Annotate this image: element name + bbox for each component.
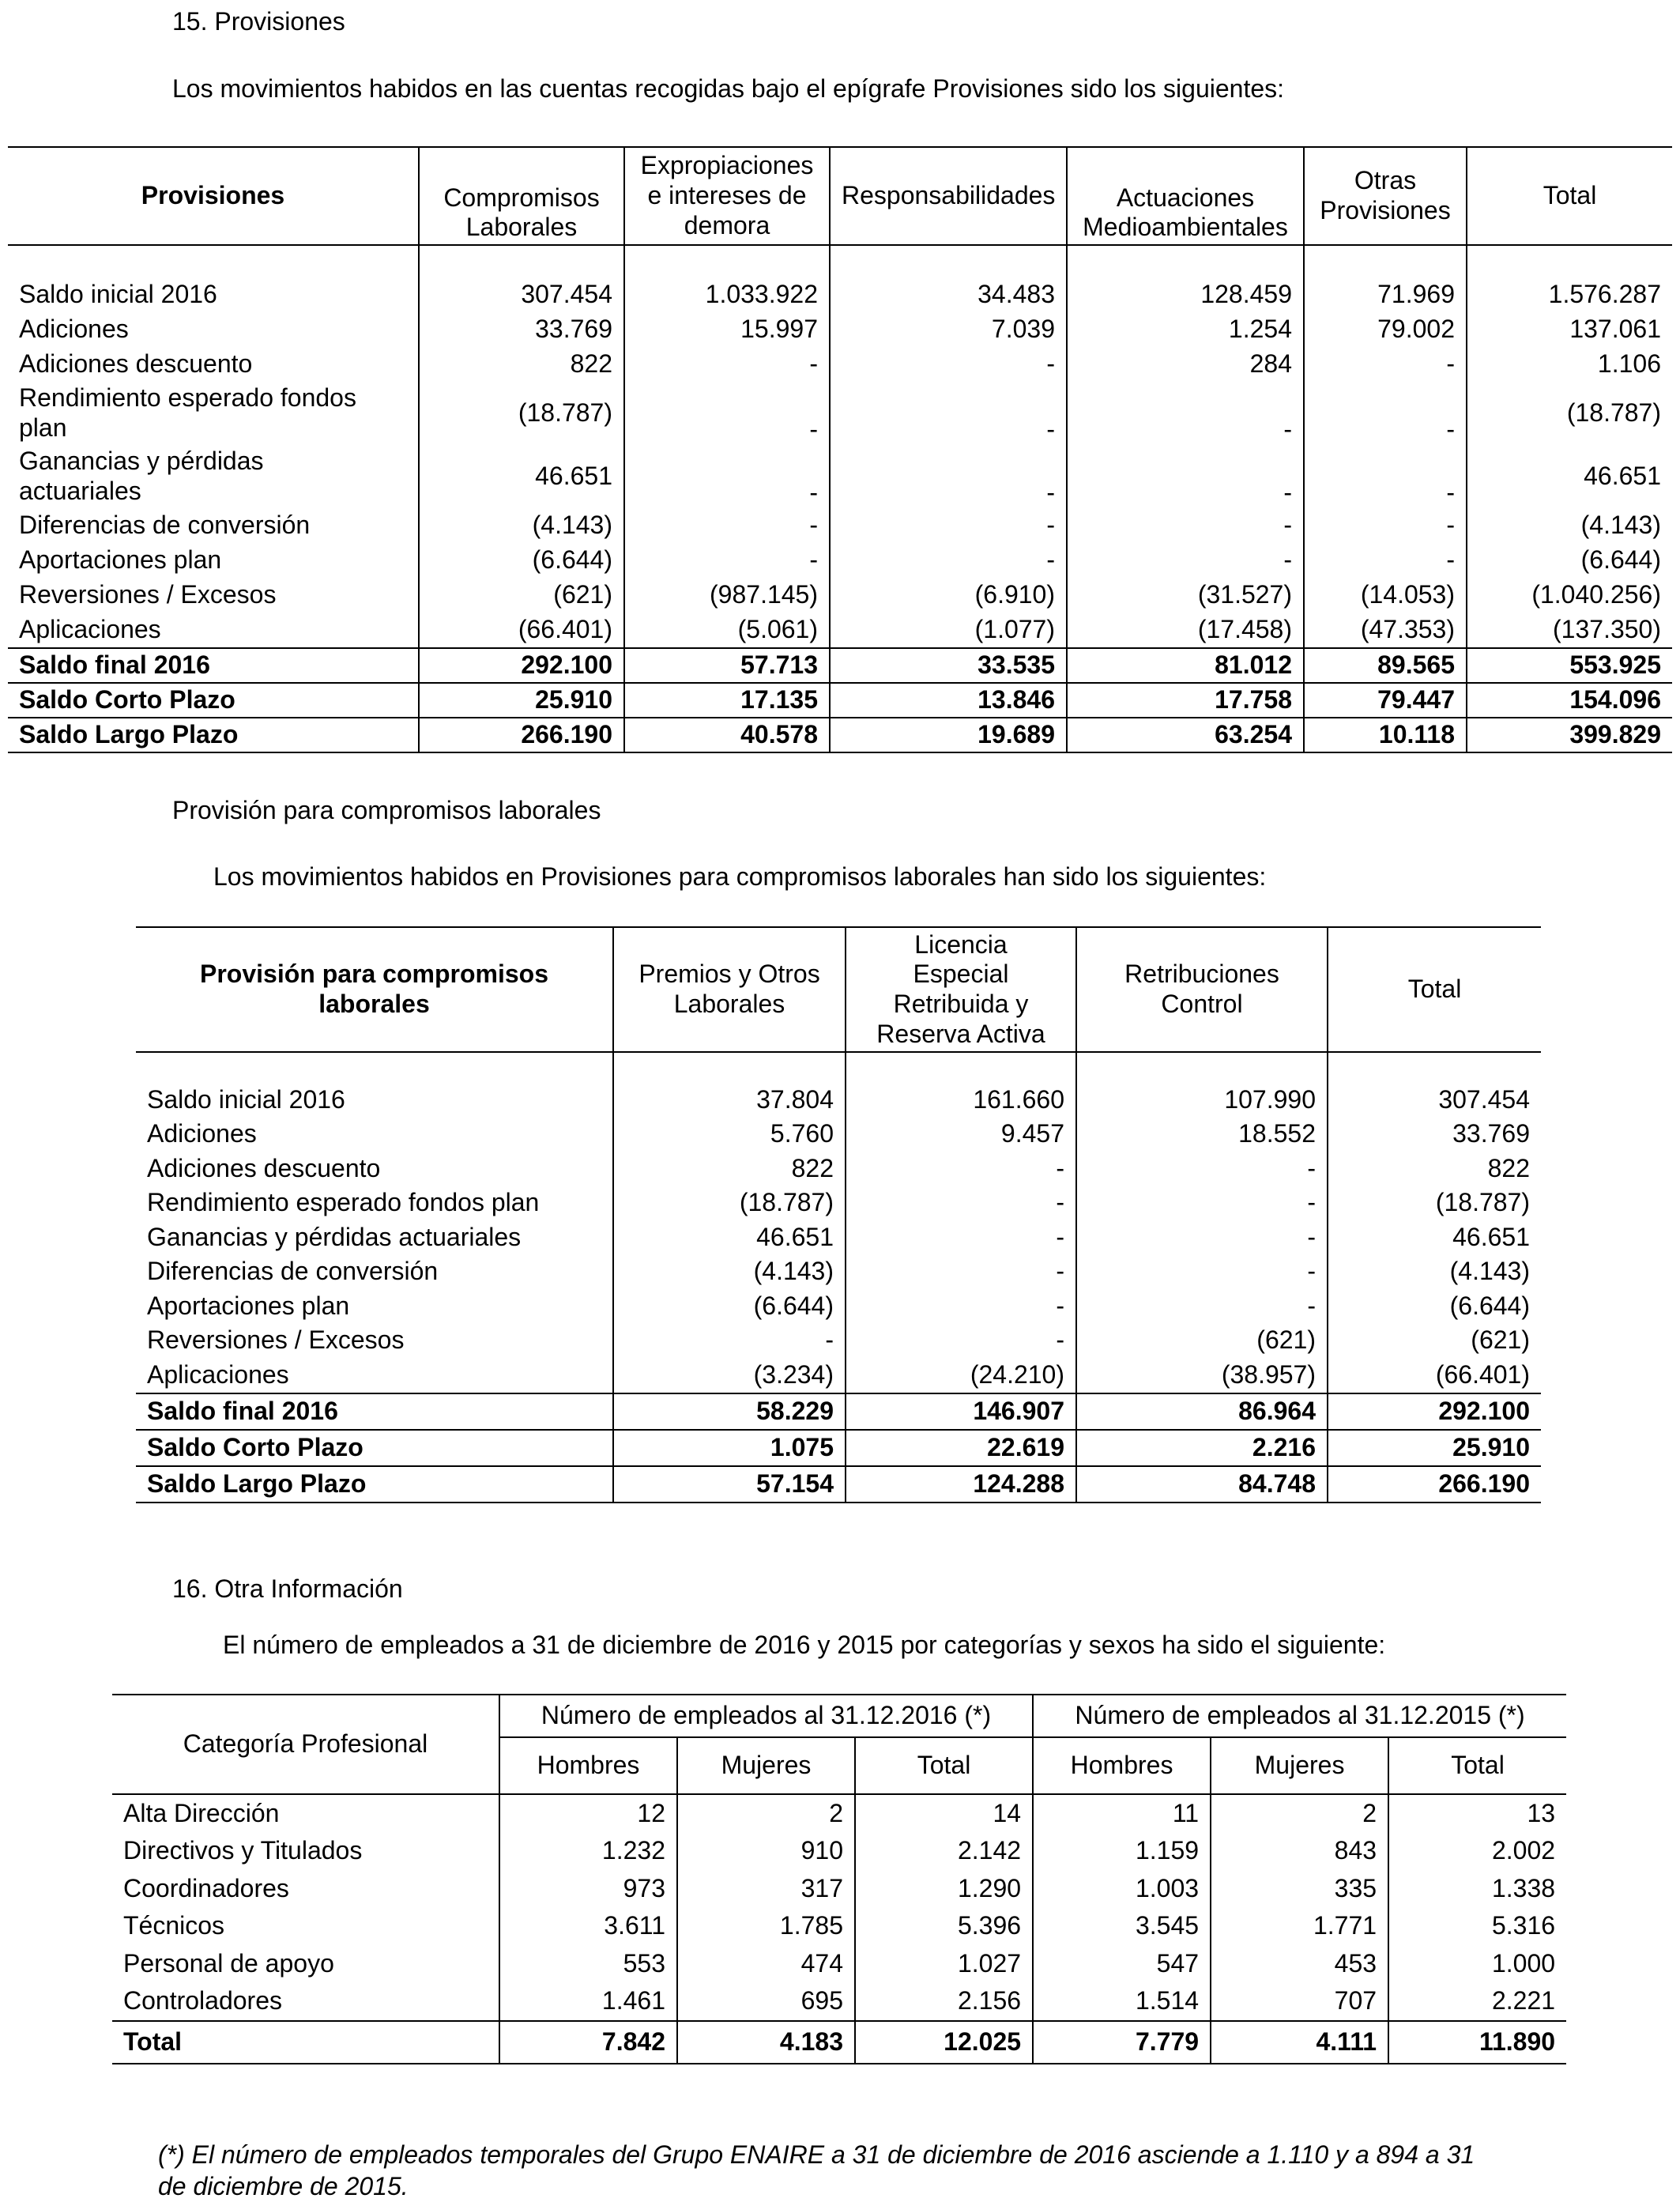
table-row — [136, 1083, 1541, 1118]
cell-value: - — [624, 445, 830, 508]
cell-value: 81.012 — [1067, 648, 1304, 683]
cell-value: - — [846, 1255, 1076, 1290]
row-label: Rendimiento esperado fondos plan — [147, 1188, 540, 1217]
cell-value: - — [1304, 445, 1467, 508]
total-row — [136, 1430, 1541, 1466]
header-licencia-especial: Licencia Especial Retribuida y Reserva Activa — [846, 927, 1076, 1052]
cell-value: 10.118 — [1304, 718, 1467, 752]
cell-value: 3.611 — [499, 1908, 677, 1946]
row-label: Total — [112, 2021, 499, 2064]
cell-value: 18.552 — [1076, 1118, 1328, 1152]
row-label: Saldo final 2016 — [8, 648, 419, 683]
table-row — [8, 382, 1672, 445]
table-row — [8, 312, 1672, 347]
cell-value: 695 — [677, 1983, 855, 2022]
row-label: Aplicaciones — [147, 1359, 289, 1389]
cell-value: 14 — [855, 1794, 1033, 1833]
cell-value: 46.651 — [613, 1220, 846, 1255]
cell-value: 2.002 — [1388, 1833, 1566, 1871]
cell-value: - — [830, 382, 1067, 445]
section-16-intro: El número de empleados a 31 de diciembre de 2016 y 2015 por categorías y sexos ha sido el siguiente: — [223, 1631, 1386, 1659]
cell-value: 7.842 — [499, 2021, 677, 2064]
cell-value: 17.758 — [1067, 683, 1304, 718]
cell-value: 1.461 — [499, 1983, 677, 2022]
cell-value: 1.514 — [1033, 1983, 1211, 2022]
cell-value: 307.454 — [1328, 1083, 1541, 1118]
cell-value: 25.910 — [1328, 1430, 1541, 1466]
cell-value: - — [624, 543, 830, 578]
cell-value: 57.154 — [613, 1466, 846, 1503]
table-row — [136, 1118, 1541, 1152]
row-label: Controladores — [123, 1986, 282, 2015]
cell-value: 1.785 — [677, 1908, 855, 1946]
cell-value: - — [830, 347, 1067, 382]
cell-value: 2.216 — [1076, 1430, 1328, 1466]
cell-value: - — [1067, 382, 1304, 445]
cell-value: (31.527) — [1067, 578, 1304, 613]
total-row — [112, 2021, 1566, 2064]
cell-value: (17.458) — [1067, 613, 1304, 648]
row-label: Personal de apoyo — [123, 1948, 334, 1978]
cell-value: 33.535 — [830, 648, 1067, 683]
cell-value: 266.190 — [419, 718, 624, 752]
cell-value: 547 — [1033, 1945, 1211, 1983]
table-row — [112, 1833, 1566, 1871]
cell-value: 1.232 — [499, 1833, 677, 1871]
cell-value: 2.156 — [855, 1983, 1033, 2022]
table-row — [8, 578, 1672, 613]
header-expropiaciones: Expropiaciones e intereses de demora — [624, 147, 830, 245]
row-label: Saldo Largo Plazo — [136, 1466, 613, 1503]
section-16-title: 16. Otra Información — [172, 1574, 403, 1603]
cell-value: (621) — [1328, 1324, 1541, 1359]
cell-value: 553 — [499, 1945, 677, 1983]
cell-value: (1.077) — [830, 613, 1067, 648]
table-row — [136, 1152, 1541, 1186]
cell-value: 33.769 — [419, 312, 624, 347]
cell-value: (6.644) — [613, 1289, 846, 1324]
table-row — [136, 1220, 1541, 1255]
cell-value: 822 — [419, 347, 624, 382]
cell-value: 33.769 — [1328, 1118, 1541, 1152]
cell-value: 13.846 — [830, 683, 1067, 718]
cell-value: - — [846, 1220, 1076, 1255]
header-empleados-2015: Número de empleados al 31.12.2015 (*) — [1033, 1695, 1566, 1737]
row-label: Aportaciones plan — [19, 545, 222, 575]
cell-value: 2 — [1211, 1794, 1388, 1833]
table-row — [112, 1908, 1566, 1946]
cell-value: 63.254 — [1067, 718, 1304, 752]
cell-value: (38.957) — [1076, 1358, 1328, 1393]
cell-value: 1.159 — [1033, 1833, 1211, 1871]
cell-value: 1.000 — [1388, 1945, 1566, 1983]
header-empleados-2016: Número de empleados al 31.12.2016 (*) — [499, 1695, 1033, 1737]
header-retribuciones-control: Retribuciones Control — [1076, 927, 1328, 1052]
cell-value: 107.990 — [1076, 1083, 1328, 1118]
row-label: Reversiones / Excesos — [19, 580, 277, 609]
row-label: Saldo final 2016 — [136, 1393, 613, 1430]
header-categoria-profesional: Categoría Profesional — [112, 1695, 499, 1794]
cell-value: 137.061 — [1467, 312, 1672, 347]
cell-value: 5.316 — [1388, 1908, 1566, 1946]
cell-value: - — [846, 1186, 1076, 1221]
row-label: Rendimiento esperado fondos plan — [19, 383, 356, 442]
cell-value: 843 — [1211, 1833, 1388, 1871]
cell-value: 57.713 — [624, 648, 830, 683]
cell-value: (137.350) — [1467, 613, 1672, 648]
cell-value: 128.459 — [1067, 277, 1304, 312]
cell-value: 284 — [1067, 347, 1304, 382]
cell-value: 2 — [677, 1794, 855, 1833]
cell-value: - — [1304, 382, 1467, 445]
header-provisiones: Provisiones — [8, 147, 419, 245]
total-row — [136, 1466, 1541, 1503]
cell-value: 124.288 — [846, 1466, 1076, 1503]
cell-value: - — [1076, 1186, 1328, 1221]
cell-value: 1.771 — [1211, 1908, 1388, 1946]
table-row — [8, 543, 1672, 578]
row-label: Adiciones descuento — [19, 349, 253, 379]
cell-value: 161.660 — [846, 1083, 1076, 1118]
row-label: Adiciones descuento — [147, 1153, 381, 1182]
cell-value: - — [1304, 508, 1467, 543]
cell-value: (621) — [419, 578, 624, 613]
header-otras-provisiones: Otras Provisiones — [1304, 147, 1467, 245]
cell-value: 5.396 — [855, 1908, 1033, 1946]
table-header-row — [136, 927, 1541, 1052]
table-row — [136, 1289, 1541, 1324]
cell-value: 13 — [1388, 1794, 1566, 1833]
provisiones-table — [8, 146, 1672, 753]
cell-value: (18.787) — [1467, 382, 1672, 445]
row-label: Saldo Corto Plazo — [136, 1430, 613, 1466]
cell-value: - — [613, 1324, 846, 1359]
header-actuaciones-medioambientales: Actuaciones Medioambientales — [1067, 147, 1304, 245]
cell-value: (18.787) — [613, 1186, 846, 1221]
footnote: (*) El número de empleados temporales del Grupo ENAIRE a 31 de diciembre de 2016 asciende a 1.110 y a 894 a 31 de diciembre de 2015. — [158, 2140, 1475, 2200]
cell-value: 1.075 — [613, 1430, 846, 1466]
header-provision-compromisos: Provisión para compromisos laborales — [136, 927, 613, 1052]
subsection-intro: Los movimientos habidos en Provisiones para compromisos laborales han sido los siguientes: — [213, 862, 1267, 891]
row-label: Saldo inicial 2016 — [19, 280, 217, 309]
cell-value: 707 — [1211, 1983, 1388, 2022]
header-total: Total — [1467, 147, 1672, 245]
cell-value: 37.804 — [613, 1083, 846, 1118]
row-label: Reversiones / Excesos — [147, 1325, 405, 1355]
table-row — [8, 508, 1672, 543]
header-compromisos-laborales: Compromisos Laborales — [419, 147, 624, 245]
table-row — [8, 613, 1672, 648]
table-row — [112, 1945, 1566, 1983]
cell-value: (4.143) — [1467, 508, 1672, 543]
cell-value: (24.210) — [846, 1358, 1076, 1393]
cell-value: (6.644) — [1328, 1289, 1541, 1324]
cell-value: (14.053) — [1304, 578, 1467, 613]
cell-value: 11 — [1033, 1794, 1211, 1833]
cell-value: (18.787) — [1328, 1186, 1541, 1221]
cell-value: 292.100 — [419, 648, 624, 683]
table-row — [112, 1870, 1566, 1908]
cell-value: 399.829 — [1467, 718, 1672, 752]
cell-value: 4.111 — [1211, 2021, 1388, 2064]
cell-value: 84.748 — [1076, 1466, 1328, 1503]
table-row — [112, 1983, 1566, 2022]
header-total-2016: Total — [855, 1737, 1033, 1794]
cell-value: 1.576.287 — [1467, 277, 1672, 312]
subsection-title: Provisión para compromisos laborales — [172, 796, 601, 824]
cell-value: (3.234) — [613, 1358, 846, 1393]
cell-value: - — [830, 508, 1067, 543]
total-row — [8, 718, 1672, 752]
cell-value: - — [1304, 543, 1467, 578]
cell-value: 46.651 — [1467, 445, 1672, 508]
cell-value: (66.401) — [419, 613, 624, 648]
total-row — [8, 683, 1672, 718]
row-label: Adiciones — [147, 1119, 257, 1148]
cell-value: - — [830, 445, 1067, 508]
cell-value: - — [1076, 1220, 1328, 1255]
cell-value: 1.027 — [855, 1945, 1033, 1983]
row-label: Adiciones — [19, 315, 129, 344]
header-mujeres-2016: Mujeres — [677, 1737, 855, 1794]
cell-value: - — [624, 347, 830, 382]
cell-value: 58.229 — [613, 1393, 846, 1430]
row-label: Saldo inicial 2016 — [147, 1084, 345, 1114]
cell-value: 15.997 — [624, 312, 830, 347]
cell-value: 2.142 — [855, 1833, 1033, 1871]
row-label: Diferencias de conversión — [147, 1257, 439, 1286]
cell-value: (4.143) — [1328, 1255, 1541, 1290]
table-row — [136, 1324, 1541, 1359]
table-row — [8, 445, 1672, 508]
cell-value: 154.096 — [1467, 683, 1672, 718]
cell-value: 1.003 — [1033, 1870, 1211, 1908]
cell-value: (6.910) — [830, 578, 1067, 613]
cell-value: 973 — [499, 1870, 677, 1908]
cell-value: 71.969 — [1304, 277, 1467, 312]
cell-value: 11.890 — [1388, 2021, 1566, 2064]
cell-value: - — [1067, 543, 1304, 578]
empleados-table — [112, 1694, 1566, 2064]
cell-value: (4.143) — [419, 508, 624, 543]
cell-value: - — [1304, 347, 1467, 382]
cell-value: - — [846, 1152, 1076, 1186]
cell-value: 474 — [677, 1945, 855, 1983]
cell-value: 17.135 — [624, 683, 830, 718]
cell-value: (18.787) — [419, 382, 624, 445]
cell-value: 1.290 — [855, 1870, 1033, 1908]
cell-value: - — [830, 543, 1067, 578]
cell-value: 79.002 — [1304, 312, 1467, 347]
header-premios-otros: Premios y Otros Laborales — [613, 927, 846, 1052]
cell-value: - — [846, 1324, 1076, 1359]
table-row — [8, 277, 1672, 312]
cell-value: 553.925 — [1467, 648, 1672, 683]
cell-value: 7.039 — [830, 312, 1067, 347]
total-row — [8, 648, 1672, 683]
cell-value: 453 — [1211, 1945, 1388, 1983]
table-row — [136, 1255, 1541, 1290]
cell-value: - — [624, 382, 830, 445]
header-total: Total — [1328, 927, 1541, 1052]
row-label: Alta Dirección — [123, 1798, 280, 1827]
cell-value: 3.545 — [1033, 1908, 1211, 1946]
cell-value: (6.644) — [419, 543, 624, 578]
total-row — [136, 1393, 1541, 1430]
row-label: Técnicos — [123, 1911, 225, 1940]
cell-value: 34.483 — [830, 277, 1067, 312]
cell-value: 910 — [677, 1833, 855, 1871]
cell-value: 79.447 — [1304, 683, 1467, 718]
cell-value: 146.907 — [846, 1393, 1076, 1430]
table-row — [136, 1358, 1541, 1393]
row-label: Saldo Largo Plazo — [8, 718, 419, 752]
table-row — [112, 1794, 1566, 1833]
cell-value: - — [1076, 1152, 1328, 1186]
section-15-intro: Los movimientos habidos en las cuentas recogidas bajo el epígrafe Provisiones sido los siguientes: — [172, 74, 1285, 103]
header-total-2015: Total — [1388, 1737, 1566, 1794]
row-label: Ganancias y pérdidas actuariales — [147, 1222, 522, 1251]
cell-value: 9.457 — [846, 1118, 1076, 1152]
row-label: Aplicaciones — [19, 615, 161, 644]
header-hombres-2016: Hombres — [499, 1737, 677, 1794]
cell-value: 317 — [677, 1870, 855, 1908]
row-label: Diferencias de conversión — [19, 511, 311, 540]
cell-value: (621) — [1076, 1324, 1328, 1359]
table-row — [8, 347, 1672, 382]
cell-value: 266.190 — [1328, 1466, 1541, 1503]
cell-value: 40.578 — [624, 718, 830, 752]
cell-value: 5.760 — [613, 1118, 846, 1152]
header-responsabilidades: Responsabilidades — [830, 147, 1067, 245]
cell-value: 292.100 — [1328, 1393, 1541, 1430]
cell-value: 12.025 — [855, 2021, 1033, 2064]
cell-value: 4.183 — [677, 2021, 855, 2064]
cell-value: (66.401) — [1328, 1358, 1541, 1393]
cell-value: 1.254 — [1067, 312, 1304, 347]
cell-value: 7.779 — [1033, 2021, 1211, 2064]
cell-value: 22.619 — [846, 1430, 1076, 1466]
row-label: Saldo Corto Plazo — [8, 683, 419, 718]
cell-value: 25.910 — [419, 683, 624, 718]
cell-value: 307.454 — [419, 277, 624, 312]
cell-value: 1.033.922 — [624, 277, 830, 312]
cell-value: - — [1076, 1255, 1328, 1290]
row-label: Ganancias y pérdidas actuariales — [19, 447, 264, 505]
cell-value: - — [846, 1289, 1076, 1324]
row-label: Coordinadores — [123, 1873, 289, 1902]
table-header-row — [8, 147, 1672, 245]
cell-value: - — [1076, 1289, 1328, 1324]
header-hombres-2015: Hombres — [1033, 1737, 1211, 1794]
cell-value: (1.040.256) — [1467, 578, 1672, 613]
compromisos-laborales-table — [136, 926, 1541, 1503]
cell-value: 46.651 — [419, 445, 624, 508]
section-15-title: 15. Provisiones — [172, 7, 345, 36]
cell-value: (4.143) — [613, 1255, 846, 1290]
cell-value: 89.565 — [1304, 648, 1467, 683]
cell-value: - — [1067, 508, 1304, 543]
cell-value: (987.145) — [624, 578, 830, 613]
header-mujeres-2015: Mujeres — [1211, 1737, 1388, 1794]
cell-value: (5.061) — [624, 613, 830, 648]
table-row — [136, 1186, 1541, 1221]
cell-value: (6.644) — [1467, 543, 1672, 578]
row-label: Aportaciones plan — [147, 1291, 350, 1320]
cell-value: 2.221 — [1388, 1983, 1566, 2022]
group-header-row — [112, 1695, 1566, 1737]
cell-value: 1.338 — [1388, 1870, 1566, 1908]
cell-value: 86.964 — [1076, 1393, 1328, 1430]
cell-value: - — [1067, 445, 1304, 508]
cell-value: 1.106 — [1467, 347, 1672, 382]
cell-value: 19.689 — [830, 718, 1067, 752]
cell-value: 335 — [1211, 1870, 1388, 1908]
cell-value: - — [624, 508, 830, 543]
cell-value: (47.353) — [1304, 613, 1467, 648]
cell-value: 46.651 — [1328, 1220, 1541, 1255]
row-label: Directivos y Titulados — [123, 1836, 363, 1865]
cell-value: 12 — [499, 1794, 677, 1833]
cell-value: 822 — [1328, 1152, 1541, 1186]
cell-value: 822 — [613, 1152, 846, 1186]
